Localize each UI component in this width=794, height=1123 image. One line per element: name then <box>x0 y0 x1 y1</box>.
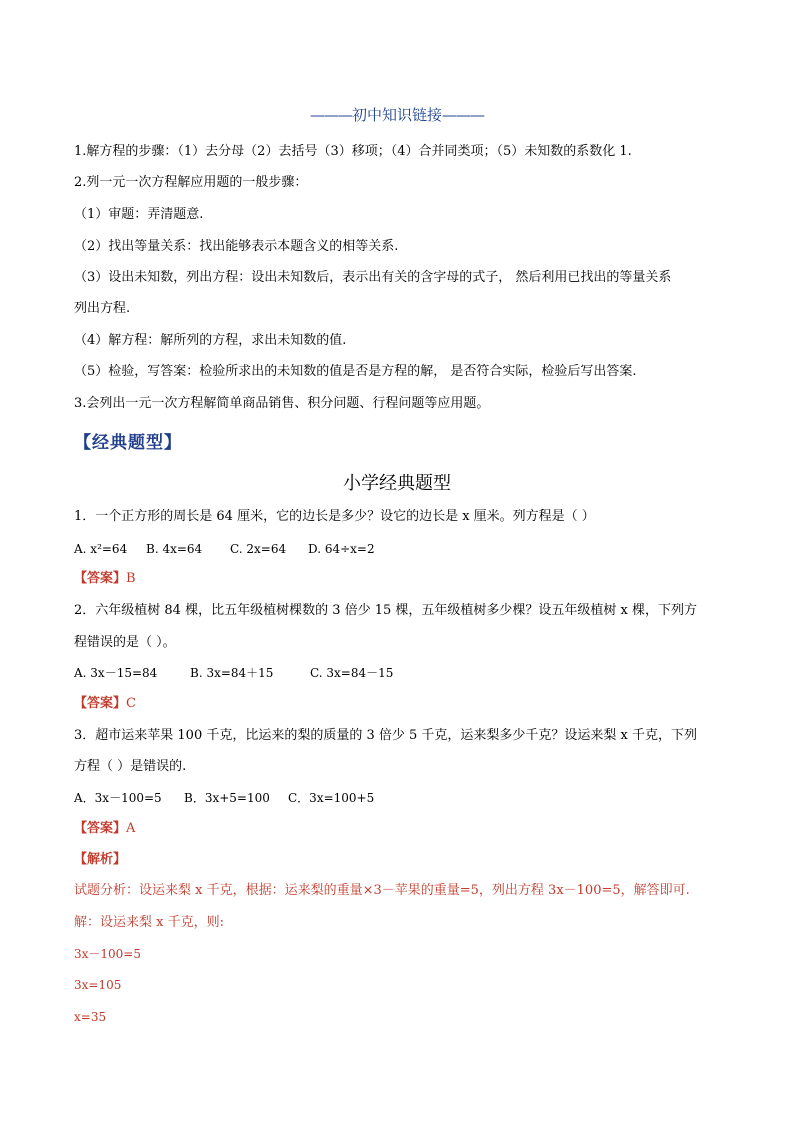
q2-answer-value: C <box>126 696 136 711</box>
knowledge-item-1: 1.解方程的步骤：（1）去分母（2）去括号（3）移项；（4）合并同类项；（5）未知数的系数化 1. <box>74 144 632 159</box>
q2-question-line-2: 程错误的是（ ）。 <box>74 635 176 650</box>
q2-answer <box>74 695 136 713</box>
q3-answer-value: A <box>126 821 136 836</box>
q3-analysis-text: 试题分析：设运来梨 x 千克，根据：运来梨的重量×3－苹果的重量=5，列出方程 3x－100=5，解答即可. <box>74 883 690 898</box>
knowledge-step-1: （1）审题：弄清题意. <box>74 207 204 222</box>
q1-option-a: A. x²=64 <box>74 542 128 556</box>
q3-solution-intro: 解：设运来梨 x 千克，则: <box>74 915 224 930</box>
q1-option-b: B. 4x=64 <box>146 542 203 556</box>
q3-question-line-2: 方程（ ）是错误的. <box>74 759 187 774</box>
knowledge-item-2: 2.列一元一次方程解应用题的一般步骤： <box>74 175 308 190</box>
q1-answer-label: 【答案】 <box>74 571 127 586</box>
q2-options <box>74 664 393 682</box>
q3-answer <box>74 820 135 838</box>
q1-answer <box>74 570 136 588</box>
primary-heading: 小学经典题型 <box>343 473 451 494</box>
title-dash-right: ——— <box>442 106 484 124</box>
knowledge-item-3: 3.会列出一元一次方程解简单商品销售、积分问题、行程问题等应用题。 <box>74 396 490 411</box>
q2-option-a: A. 3x－15=84 <box>74 666 158 680</box>
q3-solution-step-3: x=35 <box>74 1010 107 1024</box>
q3-solution-step-2: 3x=105 <box>74 978 122 992</box>
q3-option-b: B．3x+5=100 <box>184 791 270 805</box>
knowledge-step-3a: （3）设出未知数，列出方程：设出未知数后，表示出有关的含字母的式子， 然后利用已找出的等量关系 <box>74 270 672 285</box>
q3-solution-step-1: 3x－100=5 <box>74 947 141 961</box>
q1-answer-value: B <box>126 571 136 586</box>
q3-question-line-1: 3．超市运来苹果 100 千克，比运来的梨的质量的 3 倍少 5 千克，运来梨多少千克？设运来梨 x 千克，下列 <box>74 728 698 743</box>
knowledge-step-3b: 列出方程. <box>74 301 131 316</box>
q1-question: 1．一个正方形的周长是 64 厘米，它的边长是多少？设它的边长是 x 厘米。列方程是（ ） <box>74 509 595 524</box>
q3-option-c: C．3x=100+5 <box>288 791 375 805</box>
section-title <box>0 104 794 125</box>
q3-option-a: A．3x－100=5 <box>74 791 162 805</box>
knowledge-step-5: （5）检验，写答案：检验所求出的未知数的值是否是方程的解， 是否符合实际，检验后写出答案. <box>74 364 637 379</box>
q1-option-d: D. 64÷x=2 <box>308 542 375 556</box>
q3-answer-label: 【答案】 <box>74 821 127 836</box>
q3-analysis-label: 【解析】 <box>74 852 127 867</box>
q3-options <box>74 789 374 807</box>
q1-option-c: C. 2x=64 <box>230 542 287 556</box>
title-dash-left: ——— <box>309 106 352 124</box>
section-title-text: 初中知识链接 <box>351 106 442 124</box>
q1-options <box>74 540 375 558</box>
knowledge-step-4: （4）解方程：解所列的方程，求出未知数的值. <box>74 333 347 348</box>
q2-option-b: B. 3x=84＋15 <box>190 666 274 680</box>
classic-heading: 【经典题型】 <box>74 433 182 453</box>
q2-question-line-1: 2．六年级植树 84 棵，比五年级植树棵数的 3 倍少 15 棵，五年级植树多少棵？设五年级植树 x 棵，下列方 <box>74 603 698 618</box>
q2-answer-label: 【答案】 <box>74 696 127 711</box>
knowledge-step-2: （2）找出等量关系：找出能够表示本题含义的相等关系. <box>74 239 399 254</box>
q2-option-c: C. 3x=84－15 <box>310 666 394 680</box>
